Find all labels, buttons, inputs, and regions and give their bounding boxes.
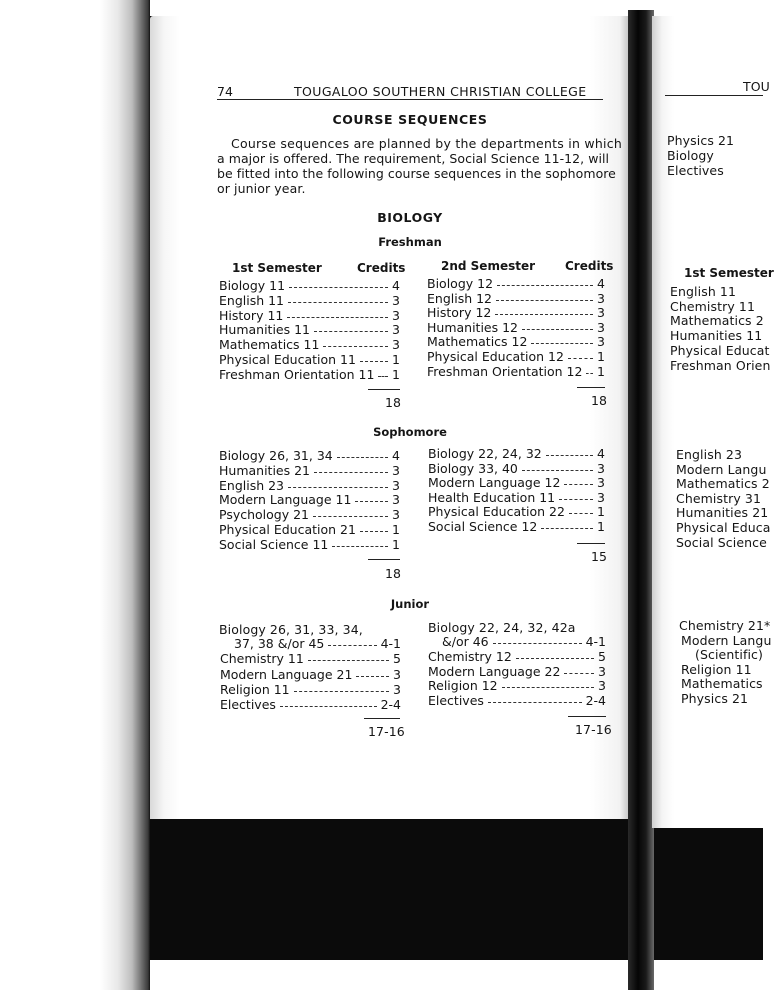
course-row — [220, 697, 401, 712]
course-row — [428, 461, 605, 476]
right-heading-fragment: 1st Semester — [684, 266, 774, 280]
course-credits: 3 — [393, 666, 401, 682]
course-credits: 1 — [597, 349, 605, 364]
course-credits: 5 — [598, 648, 606, 664]
total-rule — [368, 389, 400, 390]
course-credits: 3 — [597, 489, 605, 505]
course-name: Biology 22, 24, 32 — [428, 446, 542, 461]
course-row — [219, 448, 400, 463]
right-page-line: Mathematics 2 — [676, 476, 770, 491]
course-row — [427, 334, 605, 349]
col-header-credits-second: Credits — [565, 259, 614, 273]
total-rule — [577, 543, 605, 544]
course-credits: 3 — [392, 307, 400, 323]
course-name: Religion 11 — [220, 681, 290, 697]
dotted-leader — [488, 702, 582, 703]
course-credits: 3 — [392, 492, 400, 508]
course-name: Mathematics 11 — [219, 337, 320, 353]
junior-total-first: 17-16 — [368, 724, 405, 739]
course-credits: 1 — [392, 522, 400, 537]
course-name: Physical Education 22 — [428, 504, 565, 520]
total-rule — [368, 559, 400, 560]
course-name: History 11 — [219, 307, 284, 323]
course-row — [219, 478, 400, 493]
dotted-leader — [493, 643, 582, 644]
course-credits: 3 — [597, 290, 605, 306]
right-page-line: Chemistry 21* — [679, 618, 771, 633]
col-header-first-semester: 1st Semester — [232, 261, 322, 275]
col-header-credits-first: Credits — [357, 261, 406, 275]
sophomore-total-second: 15 — [591, 549, 608, 564]
course-credits: 4 — [392, 448, 400, 463]
course-name: History 12 — [427, 305, 492, 321]
dotted-leader — [497, 285, 593, 286]
course-credits: 1 — [597, 504, 605, 520]
dotted-leader — [280, 706, 377, 707]
dotted-leader — [531, 343, 593, 344]
dotted-leader — [522, 470, 593, 471]
course-name: Mathematics 12 — [427, 334, 528, 350]
right-page-line: Physical Educa — [676, 520, 771, 535]
course-row — [428, 446, 605, 461]
right-header-rule — [665, 95, 763, 96]
course-name: Physical Education 11 — [219, 352, 356, 367]
course-row — [219, 352, 400, 367]
course-name: Modern Language 22 — [428, 663, 561, 679]
course-name: Biology 12 — [427, 276, 494, 291]
course-credits: 5 — [393, 651, 401, 667]
course-credits: 3 — [597, 334, 605, 350]
course-credits: 1 — [392, 366, 400, 382]
course-row — [428, 519, 605, 534]
course-name: &/or 46 — [442, 634, 489, 649]
course-row — [219, 337, 400, 352]
course-row — [427, 291, 605, 306]
right-page-line: Chemistry 11 — [670, 299, 756, 314]
total-rule — [364, 718, 400, 719]
page-edge-shadow — [0, 0, 150, 990]
course-name: 37, 38 &/or 45 — [234, 636, 325, 651]
right-page-line: Physical Educat — [670, 343, 770, 358]
course-row — [219, 367, 400, 382]
dotted-leader — [314, 472, 388, 473]
right-page-line: English 23 — [676, 447, 743, 462]
course-name: Biology 33, 40 — [428, 460, 518, 476]
course-row — [428, 693, 606, 708]
course-name: Humanities 11 — [219, 322, 311, 338]
course-row — [219, 308, 400, 323]
right-header-fragment: TOU — [743, 79, 770, 94]
course-row — [220, 651, 401, 666]
course-row — [219, 322, 400, 337]
course-credits: 3 — [393, 681, 401, 697]
course-name: Chemistry 12 — [428, 648, 512, 664]
course-credits: 3 — [392, 322, 400, 338]
course-row — [220, 682, 401, 697]
junior-second-lead: Biology 22, 24, 32, 42a — [428, 620, 576, 635]
year-heading-freshman: Freshman — [378, 235, 442, 249]
junior-first-lead: Biology 26, 31, 33, 34, — [219, 622, 363, 637]
course-row — [428, 490, 605, 505]
dotted-leader — [289, 287, 388, 288]
intro-line: Course sequences are planned by the departments in which — [231, 136, 623, 151]
course-credits: 3 — [392, 337, 400, 353]
course-credits: 4 — [597, 276, 605, 291]
course-credits: 1 — [392, 536, 400, 552]
course-credits: 1 — [597, 363, 605, 379]
course-credits: 3 — [392, 477, 400, 493]
year-heading-sophomore: Sophomore — [373, 425, 447, 439]
course-credits: 1 — [597, 519, 605, 534]
dotted-leader — [313, 516, 388, 517]
course-row — [219, 492, 400, 507]
right-page-line: Social Science — [676, 535, 767, 550]
total-rule — [577, 387, 605, 388]
course-name: Health Education 11 — [428, 489, 556, 505]
course-credits: 3 — [597, 475, 605, 491]
course-credits: 2-4 — [585, 693, 606, 709]
page-number: 74 — [217, 84, 234, 99]
junior-total-second: 17-16 — [575, 722, 612, 737]
right-page-line: Chemistry 31 — [676, 491, 762, 506]
course-row — [428, 634, 606, 649]
freshman-total-second: 18 — [591, 393, 608, 408]
course-credits: 3 — [598, 678, 606, 694]
course-row — [428, 678, 606, 693]
right-page-line: (Scientific) — [695, 647, 763, 662]
dotted-leader — [323, 346, 388, 347]
dotted-leader — [496, 300, 593, 301]
course-name: Humanities 12 — [427, 319, 519, 335]
course-name: Physical Education 12 — [427, 349, 564, 364]
course-credits: 3 — [392, 292, 400, 308]
course-row — [427, 305, 605, 320]
course-row — [220, 667, 401, 682]
course-credits: 3 — [392, 462, 400, 478]
right-page-line: Physics 21 — [667, 133, 735, 148]
course-row — [427, 320, 605, 335]
right-page-line: Physics 21 — [681, 691, 749, 706]
course-name: Religion 12 — [428, 678, 498, 694]
course-row — [219, 522, 400, 537]
course-row — [428, 649, 606, 664]
course-name: Chemistry 11 — [220, 651, 304, 667]
right-page-line: Biology — [667, 148, 714, 163]
course-credits: 4 — [392, 278, 400, 293]
course-row — [427, 349, 605, 364]
right-page-line: Modern Langu — [676, 462, 767, 477]
course-row — [219, 463, 400, 478]
course-row — [219, 507, 400, 522]
section-title: COURSE SEQUENCES — [332, 112, 488, 127]
dotted-leader — [522, 329, 593, 330]
course-row — [219, 537, 400, 552]
course-name: Freshman Orientation 11 — [219, 366, 375, 382]
course-name: Modern Language 21 — [220, 666, 353, 682]
book-gutter — [628, 10, 654, 990]
course-credits: 1 — [392, 352, 400, 367]
course-name: Freshman Orientation 12 — [427, 363, 583, 379]
course-row — [428, 475, 605, 490]
intro-line: or junior year. — [217, 181, 306, 196]
dotted-leader — [495, 314, 593, 315]
right-page-line: Modern Langu — [681, 633, 772, 648]
course-name: Electives — [220, 697, 276, 713]
header-rule — [217, 99, 603, 100]
course-name: Biology 26, 31, 34 — [219, 448, 333, 463]
major-heading: BIOLOGY — [377, 210, 443, 225]
dotted-leader — [288, 487, 388, 488]
dotted-leader — [314, 331, 388, 332]
dotted-leader — [328, 645, 377, 646]
freshman-total-first: 18 — [385, 395, 402, 410]
course-name: English 11 — [219, 292, 285, 308]
course-row — [428, 504, 605, 519]
right-page-line: Humanities 11 — [670, 328, 763, 343]
right-page-line: English 11 — [670, 284, 737, 299]
course-credits: 3 — [597, 319, 605, 335]
course-row — [427, 364, 605, 379]
course-name: Social Science 12 — [428, 519, 538, 534]
intro-line: be fitted into the following course sequences in the sophomore — [217, 166, 616, 181]
course-name: Modern Language 11 — [219, 492, 352, 508]
course-row — [219, 278, 400, 293]
right-page-line: Electives — [667, 163, 724, 178]
dotted-leader — [288, 302, 388, 303]
sophomore-total-first: 18 — [385, 566, 402, 581]
dotted-leader — [287, 317, 388, 318]
course-credits: 4-1 — [585, 634, 606, 649]
course-credits: 4 — [597, 446, 605, 461]
course-credits: 2-4 — [380, 697, 401, 713]
year-heading-junior: Junior — [390, 597, 430, 611]
course-credits: 3 — [598, 663, 606, 679]
right-page-line: Mathematics 2 — [670, 313, 764, 328]
course-credits: 4-1 — [380, 636, 401, 651]
right-page-line: Humanities 21 — [676, 505, 769, 520]
right-page-line: Mathematics — [681, 676, 763, 691]
course-name: Psychology 21 — [219, 507, 310, 523]
course-row — [220, 636, 401, 651]
course-row — [428, 664, 606, 679]
course-name: English 12 — [427, 290, 493, 306]
course-credits: 3 — [392, 507, 400, 523]
right-page-line: Freshman Orien — [670, 358, 771, 373]
col-header-second-semester: 2nd Semester — [441, 259, 536, 273]
course-name: Physical Education 21 — [219, 522, 356, 537]
total-rule — [568, 716, 606, 717]
course-name: Social Science 11 — [219, 536, 329, 552]
intro-line: a major is offered. The requirement, Social Science 11-12, will — [217, 151, 610, 166]
course-row — [427, 276, 605, 291]
course-name: Biology 11 — [219, 278, 286, 293]
course-row — [219, 293, 400, 308]
course-name: English 23 — [219, 477, 285, 493]
right-page-line: Religion 11 — [681, 662, 752, 677]
course-credits: 3 — [597, 460, 605, 476]
running-title: TOUGALOO SOUTHERN CHRISTIAN COLLEGE — [294, 84, 587, 99]
course-name: Modern Language 12 — [428, 475, 561, 491]
course-credits: 3 — [597, 305, 605, 321]
course-name: Electives — [428, 693, 484, 709]
course-name: Humanities 21 — [219, 462, 311, 478]
